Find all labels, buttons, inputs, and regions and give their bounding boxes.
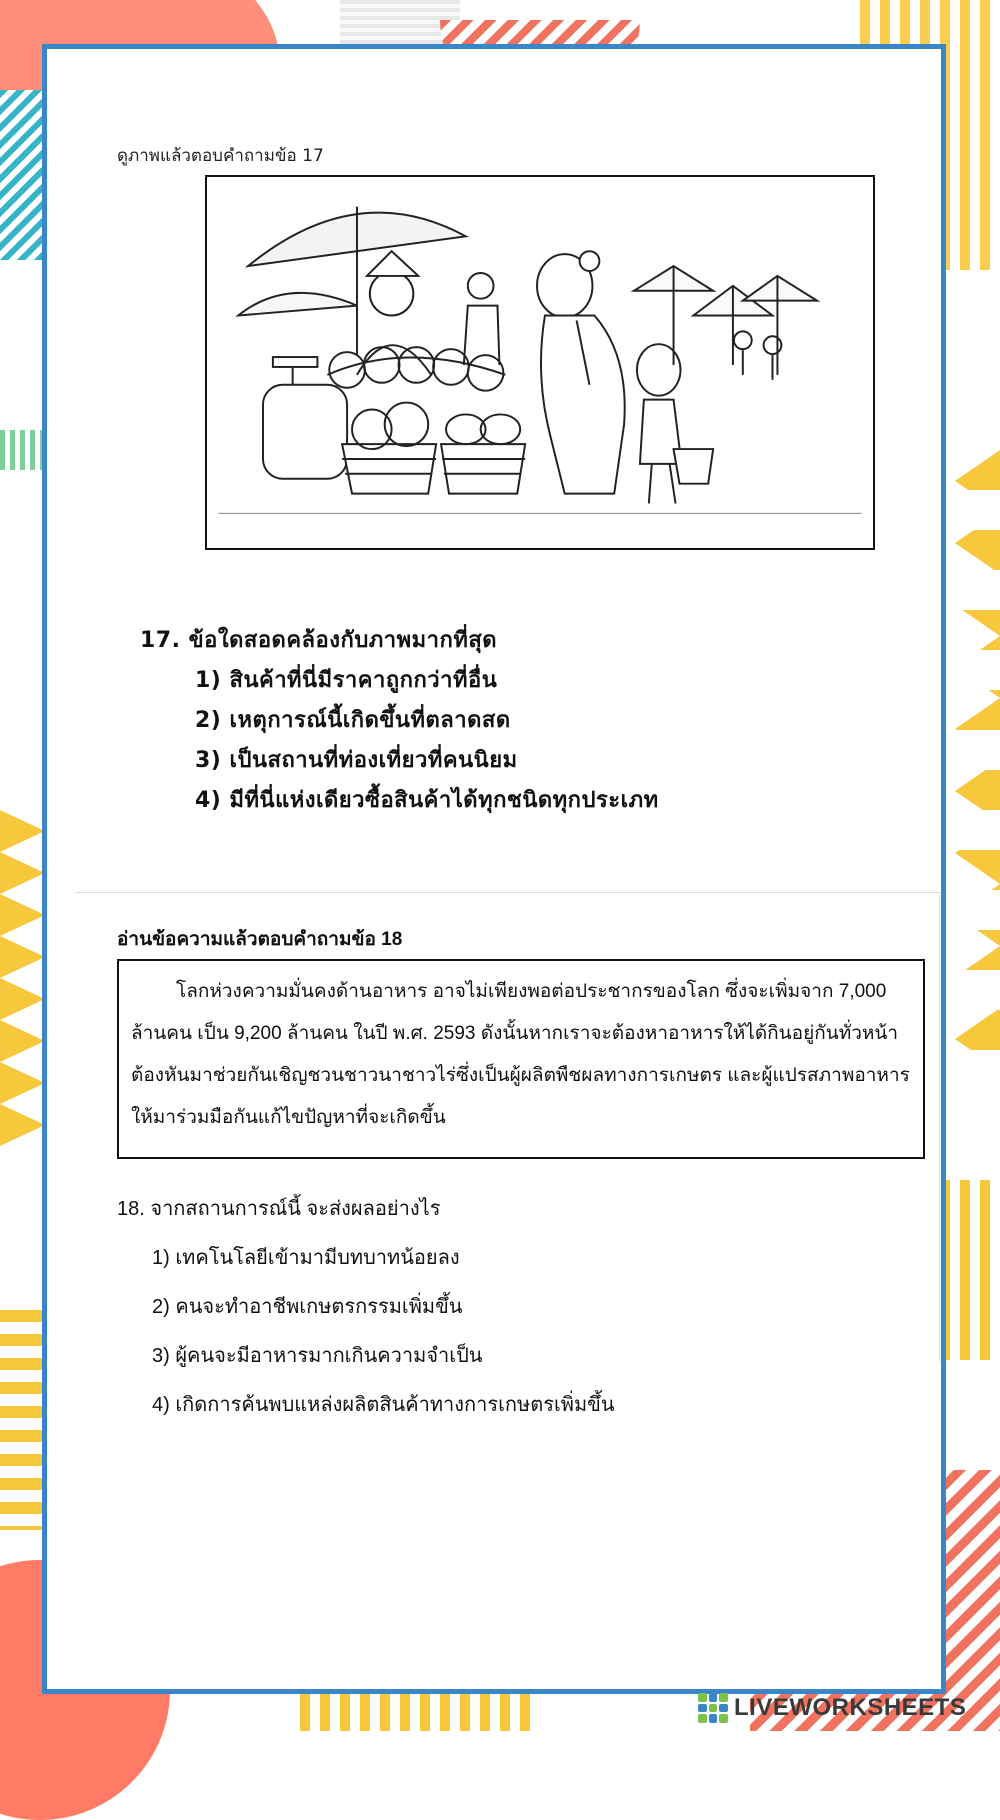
question-17-text: 17. ข้อใดสอดคล้องกับภาพมากที่สุด	[140, 628, 498, 653]
market-sketch-icon	[207, 177, 873, 548]
decorative-yellow-triangles	[955, 450, 1000, 1070]
question-18-instruction: อ่านข้อความแล้วตอบคำถามข้อ 18	[117, 929, 403, 950]
section-divider	[939, 892, 940, 1362]
brand-name: LIVEWORKSHEETS	[734, 1694, 967, 1721]
worksheet-frame	[42, 44, 946, 1694]
worksheet-page	[55, 57, 933, 1681]
question-18-option-1[interactable]: 1) เทคโนโลยีเข้ามามีบทบาทน้อยลง	[152, 1247, 460, 1269]
decorative-yellow-triangles	[0, 810, 45, 1160]
section-divider	[75, 892, 940, 893]
reading-passage: โลกห่วงความมั่นคงด้านอาหาร อาจไม่เพียงพอต่อประชากรของโลก ซึ่งจะเพิ่มจาก 7,000 ล้านคน เป็น 9,200 ล้านคน ในปี พ.ศ. 2593 ดังนั้นหากเราจะต้องหาอาหารให้ได้กินอยู่กันทั่วหน้า ต้องหันมาช่วยกันเชิญชวนชาวนาชาวไร่ซึ่งเป็นผู้ผลิตพืชผลทางการเกษตร และผู้แปรสภาพอาหาร ให้มาร่วมมือกันแก้ไขปัญหาที่จะเกิดขึ้น	[117, 959, 925, 1159]
question-17-option-2[interactable]: 2) เหตุการณ์นี้เกิดขึ้นที่ตลาดสด	[195, 708, 511, 733]
question-17-instruction: ดูภาพแล้วตอบคำถามข้อ 17	[117, 146, 324, 166]
decorative-yellow-stripes	[300, 1690, 530, 1731]
question-17-option-3[interactable]: 3) เป็นสถานที่ท่องเที่ยวที่คนนิยม	[195, 748, 518, 773]
question-17-option-4[interactable]: 4) มีที่นี่แห่งเดียวซื้อสินค้าได้ทุกชนิดทุกประเภท	[195, 788, 659, 813]
liveworksheets-logo-icon	[698, 1693, 728, 1723]
market-scene-illustration	[205, 175, 875, 550]
question-17-option-1[interactable]: 1) สินค้าที่นี่มีราคาถูกกว่าที่อื่น	[195, 668, 498, 693]
question-18-text: 18. จากสถานการณ์นี้ จะส่งผลอย่างไร	[117, 1198, 441, 1220]
question-18-option-4[interactable]: 4) เกิดการค้นพบแหล่งผลิตสินค้าทางการเกษตรเพิ่มขึ้น	[152, 1394, 615, 1416]
question-17	[140, 622, 659, 817]
question-18	[117, 1192, 615, 1420]
question-18-option-3[interactable]: 3) ผู้คนจะมีอาหารมากเกินความจำเป็น	[152, 1345, 483, 1367]
question-18-option-2[interactable]: 2) คนจะทำอาชีพเกษตรกรรมเพิ่มขึ้น	[152, 1296, 463, 1318]
liveworksheets-brand[interactable]	[698, 1690, 966, 1726]
